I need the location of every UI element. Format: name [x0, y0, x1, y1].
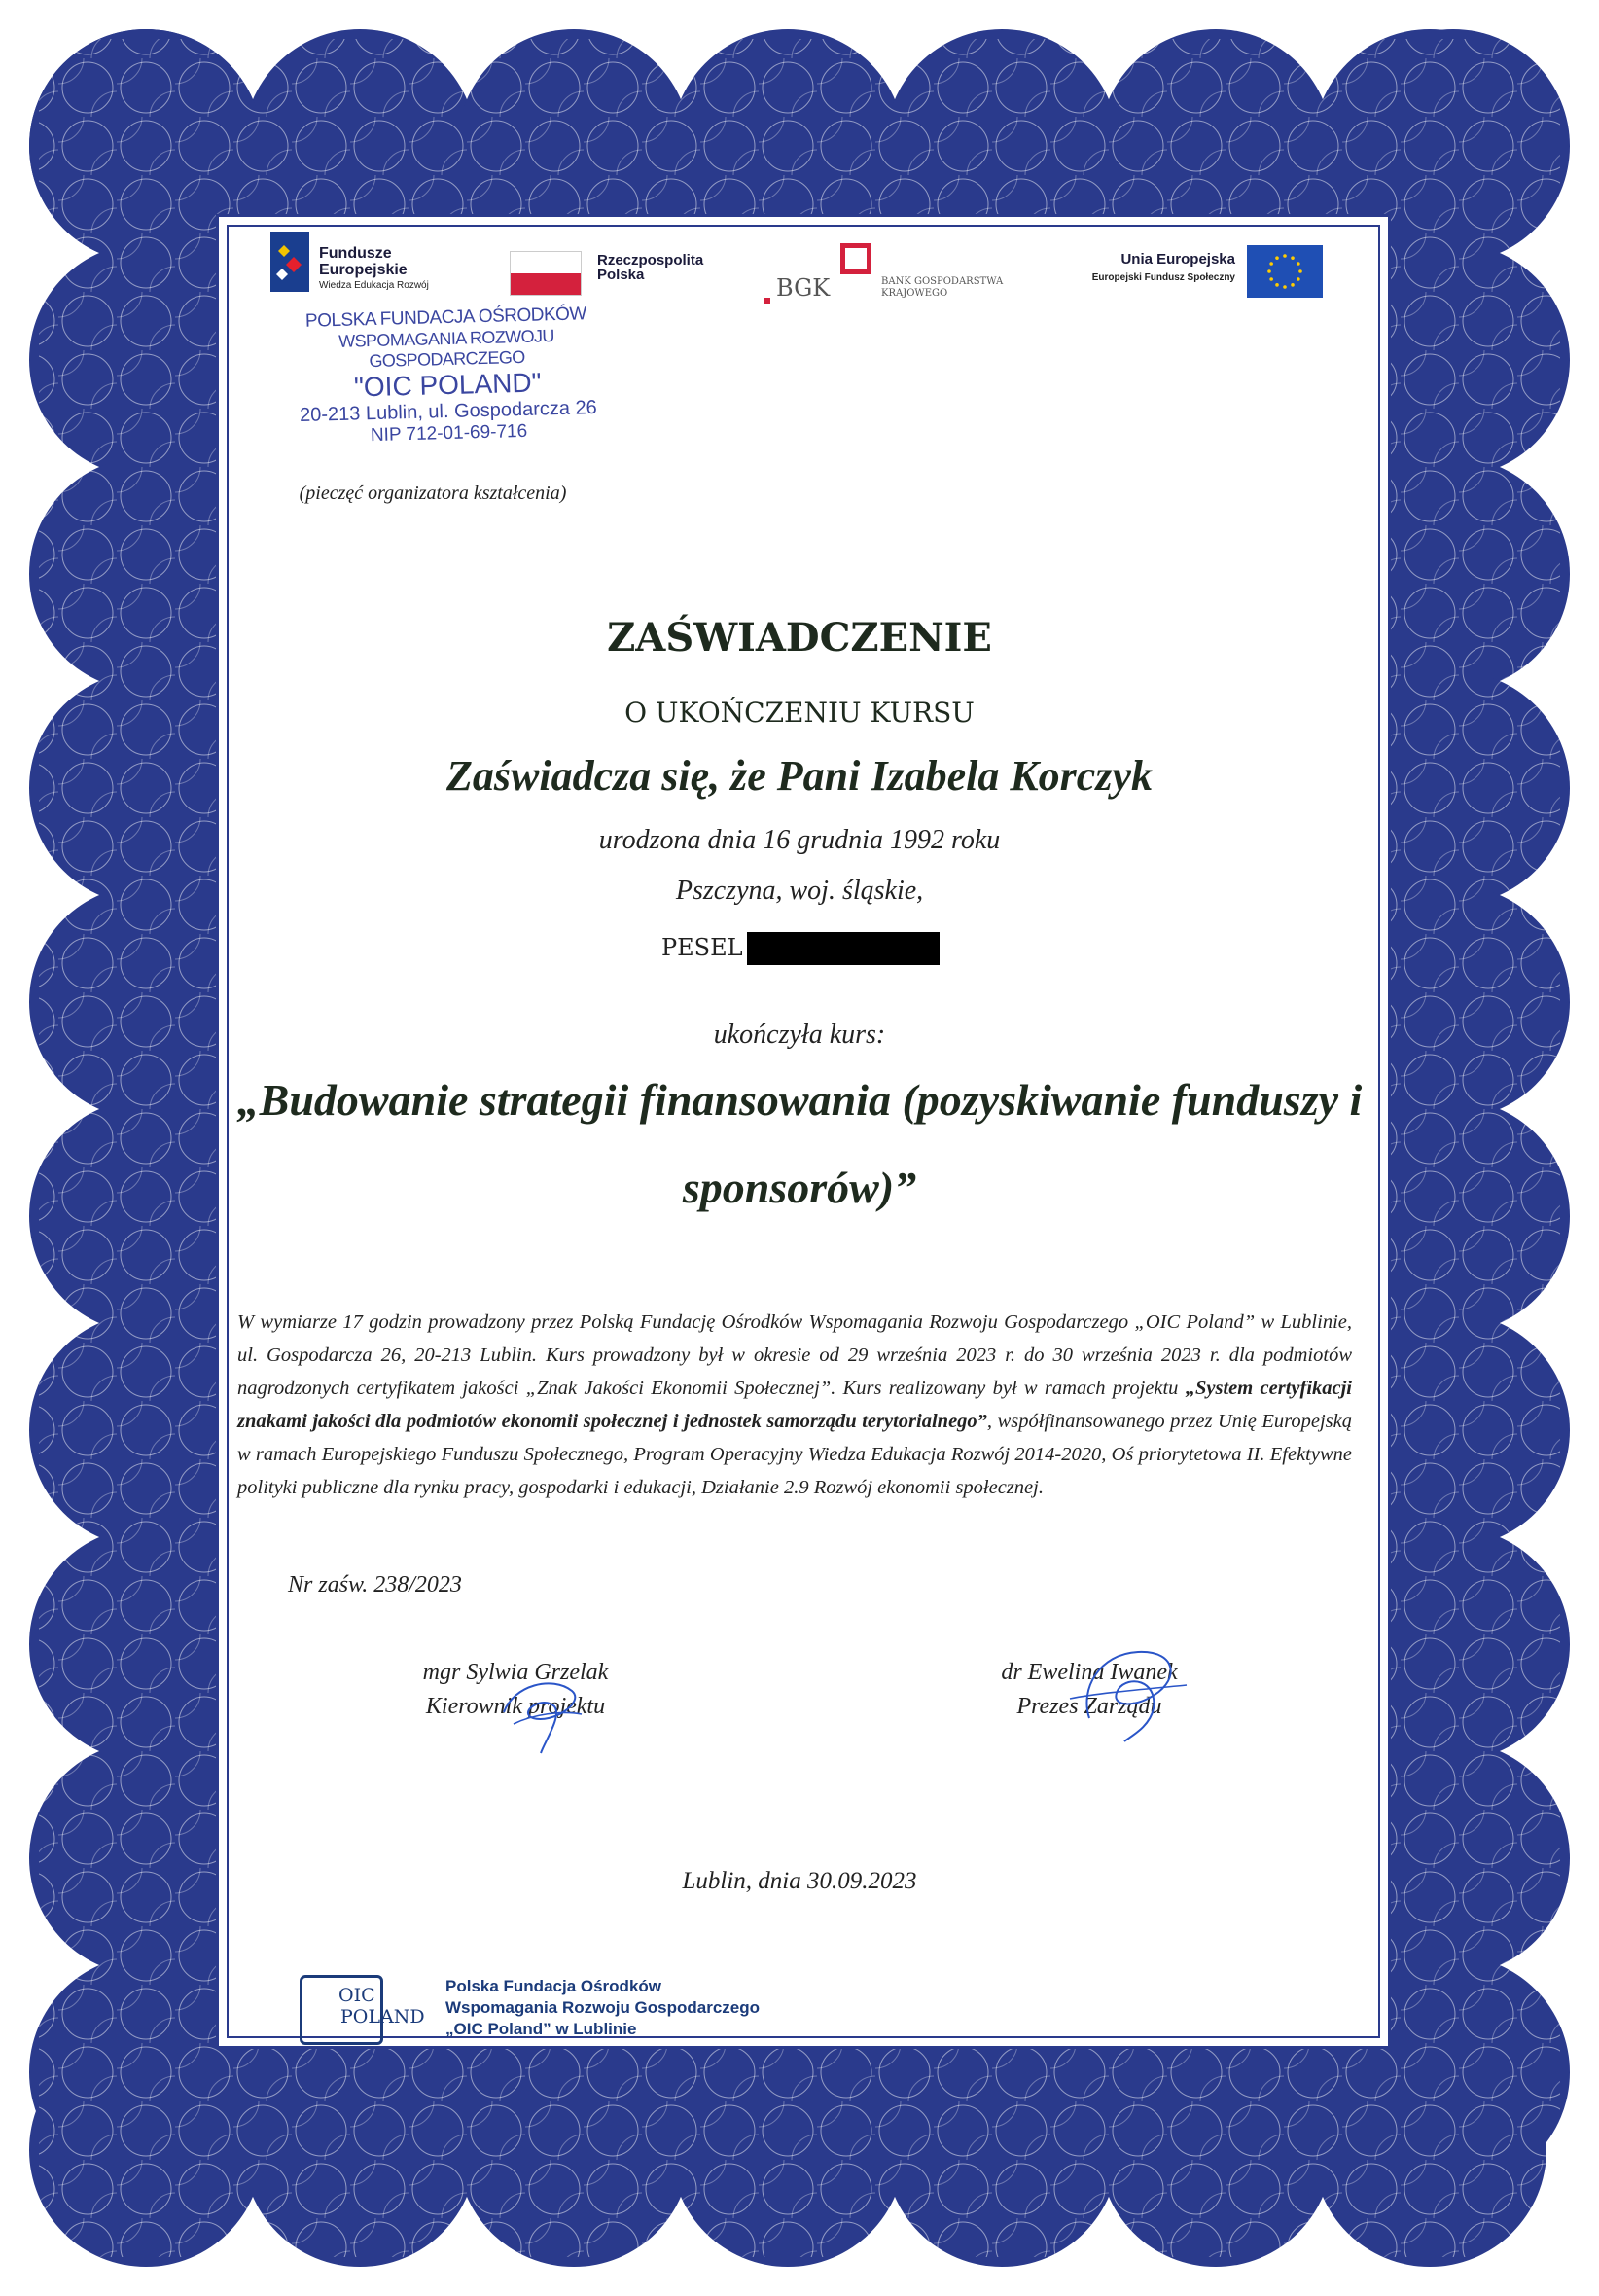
course-title-line2: sponsorów)”: [682, 1163, 917, 1212]
ue-title: Unia Europejska: [1120, 251, 1235, 268]
course-description: [237, 1306, 1352, 1504]
signer-right-name: dr Ewelina Iwanek: [1001, 1660, 1178, 1685]
birth-place: Pszczyna, woj. śląskie,: [675, 876, 924, 906]
oic-logo-line1: OIC: [338, 1985, 375, 2006]
certificate-subtitle: O UKOŃCZENIU KURSU: [624, 697, 975, 729]
certificate-title: ZAŚWIADCZENIE: [607, 615, 992, 661]
stamp-line-2: WSPOMAGANIA ROZWOJU GOSPODARCZEGO: [338, 326, 555, 372]
certificate-statement: Zaświadcza się, że Pani Izabela Korczyk: [446, 752, 1153, 800]
bgk-line1: BANK GOSPODARSTWA: [881, 276, 1004, 287]
pesel-label: PESEL: [661, 934, 743, 961]
stamp-line-4: 20-213 Lublin, ul. Gospodarcza 26: [299, 396, 598, 426]
signature-right-handwriting: [1060, 1640, 1196, 1747]
description-part-1: W wymiarze 17 godzin prowadzony przez Polską Fundację Ośrodków Wspomagania Rozwoju Gospodarczego „OIC Poland” w Lublinie, ul. Gospodarcza 26, 20-213 Lublin. Kurs prowadzony był w okresie od 29 września 2023 r. do 30 września 2023 r. dla podmiotów nagrodzonych certyfikatem jakości „Znak Jakości Ekonomii Społecznej”. Kurs realizowany był w ramach projektu: [237, 1311, 1352, 1399]
ue-logo: [1060, 245, 1323, 302]
signature-left-handwriting: [484, 1656, 601, 1763]
oic-footer-logo: [300, 1971, 805, 2055]
eu-flag-icon: [1247, 245, 1323, 298]
course-title-line1: „Budowanie strategii finansowania (pozyskiwanie funduszy i: [236, 1075, 1363, 1125]
fundusze-subtitle: Wiedza Edukacja Rozwój: [319, 280, 429, 291]
pesel-row: [661, 928, 953, 971]
stamp-line-3: "OIC POLAND": [353, 367, 542, 403]
polish-flag-icon: [510, 251, 582, 296]
project-name: „System certyfikacji znakami jakości dla podmiotów ekonomii społecznej i jednostek samorządu terytorialnego”: [237, 1378, 1352, 1432]
bgk-short: BGK: [776, 274, 831, 302]
rp-title: Rzeczpospolita Polska: [597, 252, 704, 283]
footer-org-line2: Wspomagania Rozwoju Gospodarczego: [445, 1998, 761, 2017]
organizer-stamp: [261, 303, 634, 449]
pesel-redaction: [747, 932, 940, 965]
issue-date: Lublin, dnia 30.09.2023: [682, 1868, 917, 1894]
oic-logo-line2: POLAND: [340, 2006, 425, 2027]
stamp-line-5: NIP 712-01-69-716: [370, 420, 528, 447]
signer-left-name: mgr Sylwia Grzelak: [422, 1660, 609, 1685]
rp-logo: [510, 251, 724, 300]
completed-label: ukończyła kurs:: [713, 1020, 886, 1050]
bgk-logo: [764, 243, 1037, 305]
footer-org-line1: Polska Fundacja Ośrodków: [445, 1977, 662, 1995]
birth-info: urodzona dnia 16 grudnia 1992 roku: [598, 825, 1001, 855]
bgk-line2: KRAJOWEGO: [881, 288, 948, 299]
signer-left-role: Kierownik projektu: [425, 1694, 606, 1719]
certificate-number: Nr zaśw. 238/2023: [288, 1572, 462, 1597]
ue-subtitle: Europejski Fundusz Społeczny: [1091, 272, 1235, 283]
fundusze-icon: [270, 232, 309, 292]
stamp-line-1: POLSKA FUNDACJA OŚRODKÓW: [304, 304, 587, 332]
fundusze-title: Fundusze Europejskie: [319, 245, 408, 278]
bgk-dot-icon: [764, 298, 770, 304]
bgk-square-icon: [840, 243, 871, 274]
stamp-caption: (pieczęć organizatora kształcenia): [299, 483, 567, 504]
signer-right-role: Prezes Zarządu: [1016, 1694, 1162, 1719]
footer-org-line3: „OIC Poland” w Lublinie: [445, 2020, 637, 2038]
description-part-2: , współfinansowanego przez Unię Europejską w ramach Europejskiego Funduszu Społecznego, Program Operacyjny Wiedza Edukacja Rozwój 2014-2020, Oś priorytetowa II. Efektywne polityki publiczne dla rynku pracy, gospodarki i edukacji, Działanie 2.9 Rozwój ekonomii społecznej.: [237, 1411, 1352, 1498]
fundusze-logo: [270, 232, 475, 300]
